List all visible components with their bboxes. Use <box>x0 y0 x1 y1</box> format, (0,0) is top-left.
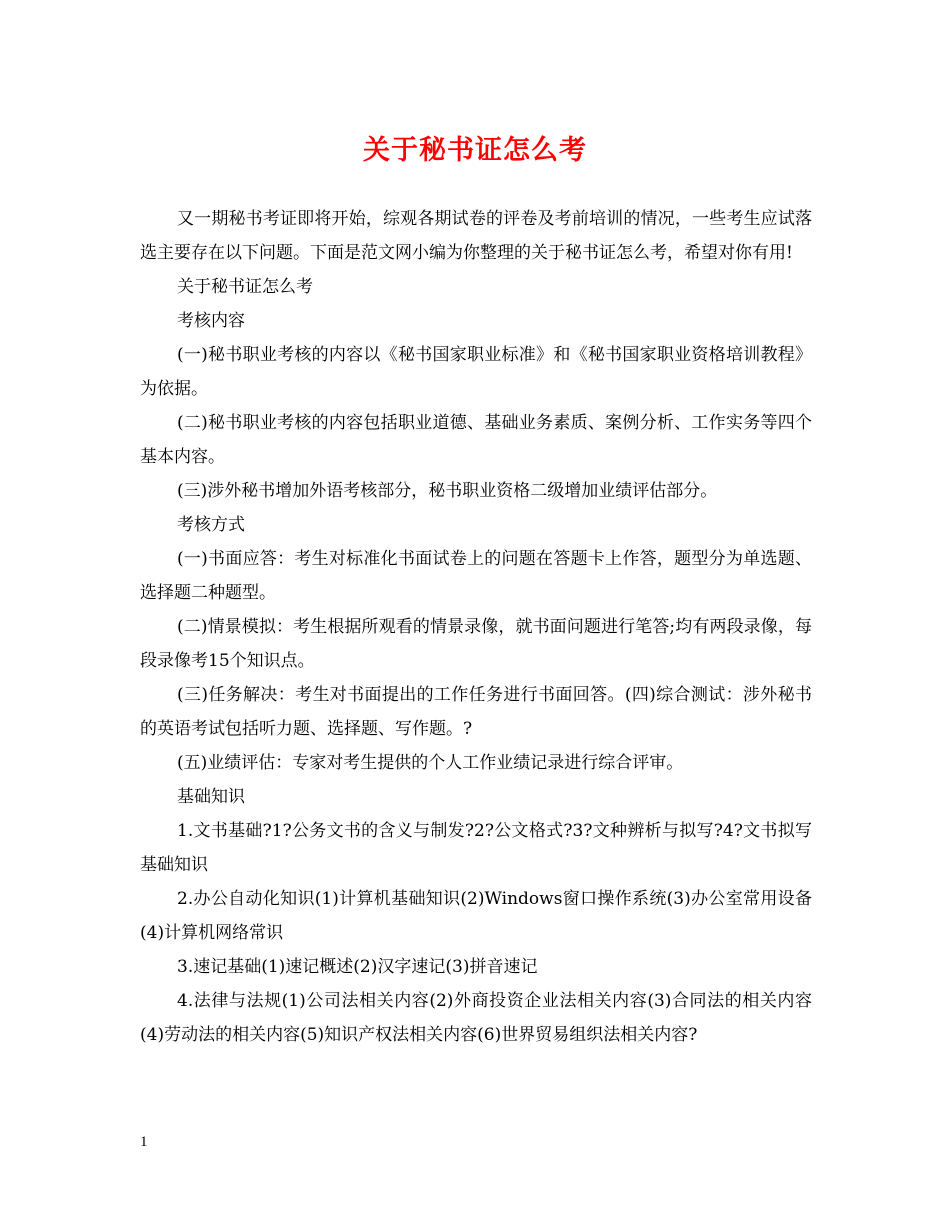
paragraph: 2.办公自动化知识(1)计算机基础知识(2)Windows窗口操作系统(3)办公室常用设备(4)计算机网络常识 <box>140 889 812 943</box>
paragraph: (五)业绩评估：专家对考生提供的个人工作业绩记录进行综合评审。 <box>177 753 684 773</box>
page-title: 关于秘书证怎么考 <box>363 135 587 166</box>
section-heading: 考核方式 <box>177 515 245 535</box>
paragraph: 1.文书基础?1?公务文书的含义与制发?2?公文格式?3?文种辨析与拟写?4?文书拟写基础知识 <box>140 821 812 875</box>
section-heading: 基础知识 <box>177 787 245 807</box>
paragraph: (一)书面应答：考生对标准化书面试卷上的问题在答题卡上作答，题型分为单选题、选择题二种题型。 <box>140 549 812 603</box>
paragraph: (三)任务解决：考生对书面提出的工作任务进行书面回答。(四)综合测试：涉外秘书的英语考试包括听力题、选择题、写作题。? <box>140 685 812 739</box>
paragraph: 关于秘书证怎么考 <box>177 277 313 297</box>
paragraph: 4.法律与法规(1)公司法相关内容(2)外商投资企业法相关内容(3)合同法的相关内容(4)劳动法的相关内容(5)知识产权法相关内容(6)世界贸易组织法相关内容? <box>140 991 812 1045</box>
paragraph: (二)情景模拟：考生根据所观看的情景录像，就书面问题进行笔答;均有两段录像，每段录像考15个知识点。 <box>140 617 812 671</box>
paragraph: (二)秘书职业考核的内容包括职业道德、基础业务素质、案例分析、工作实务等四个基本内容。 <box>140 413 812 467</box>
page-number: 1 <box>140 1134 148 1150</box>
paragraph: 又一期秘书考证即将开始，综观各期试卷的评卷及考前培训的情况，一些考生应试落选主要存在以下问题。下面是范文网小编为你整理的关于秘书证怎么考，希望对你有用! <box>140 209 812 263</box>
paragraph: 3.速记基础(1)速记概述(2)汉字速记(3)拼音速记 <box>177 957 538 977</box>
document-body <box>140 202 812 1052</box>
paragraph: (一)秘书职业考核的内容以《秘书国家职业标准》和《秘书国家职业资格培训教程》为依据。 <box>140 345 812 399</box>
paragraph: (三)涉外秘书增加外语考核部分，秘书职业资格二级增加业绩评估部分。 <box>177 481 718 501</box>
section-heading: 考核内容 <box>177 311 245 331</box>
